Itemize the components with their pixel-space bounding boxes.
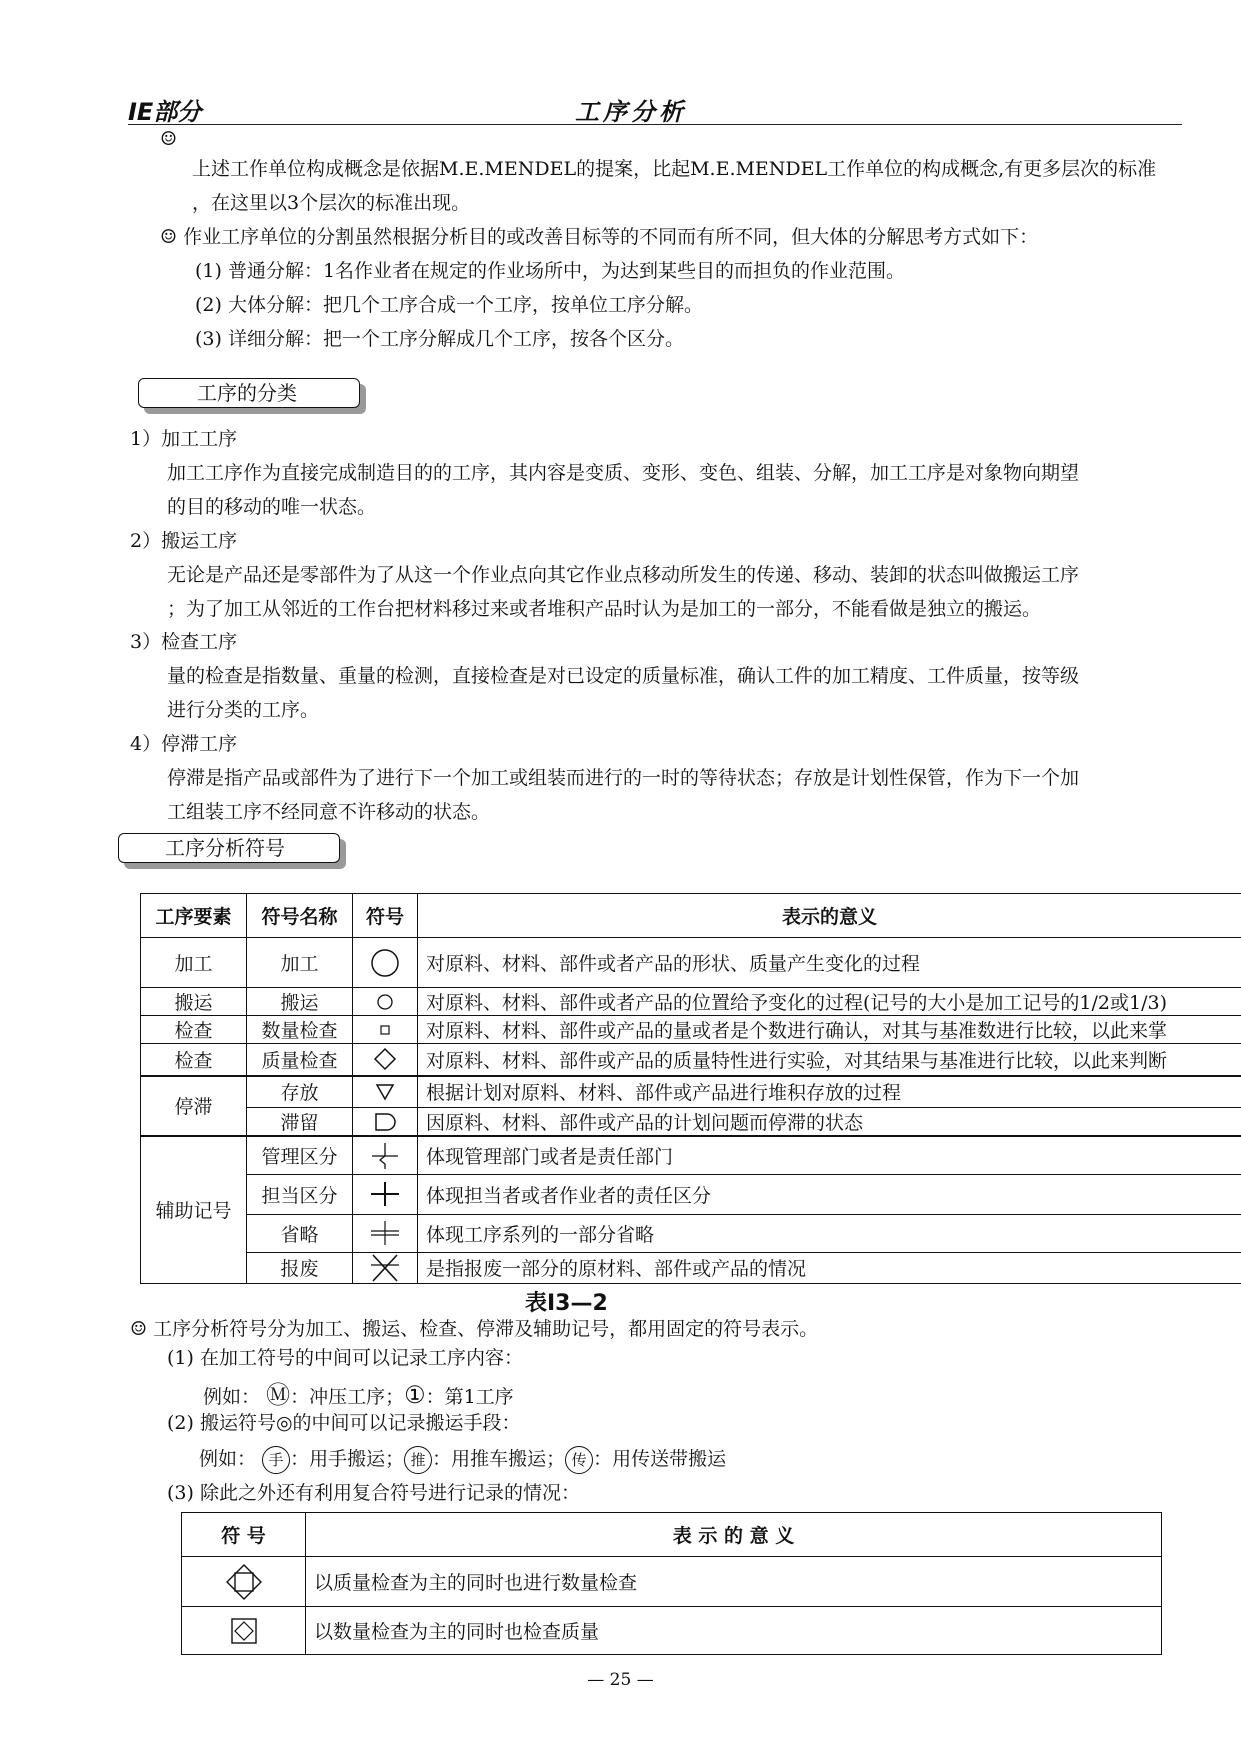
square-with-diamond-icon: [227, 1614, 261, 1648]
table-row: [141, 1136, 1241, 1174]
hand-circled-icon: 手: [262, 1446, 290, 1474]
cart-circled-icon: 推: [404, 1446, 432, 1474]
table-row: [141, 1214, 1241, 1252]
cell-meaning: 是指报废一部分的原材料、部件或产品的情况: [418, 1252, 1241, 1283]
cell-symbol: [182, 1557, 306, 1607]
section1-item-1-line2: 的目的移动的唯一状态。: [167, 496, 377, 518]
section1-item-4-line1: 停滞是指产品或部件为了进行下一个加工或组装而进行的一时的等待状态；存放是计划性保管，作为下一个加: [167, 767, 1080, 789]
table-row: [141, 1108, 1241, 1137]
cell-symbol: [353, 1252, 418, 1283]
header-divider: [128, 124, 1182, 125]
table-header-row: [141, 894, 1241, 938]
example-prefix: 例如：: [203, 1386, 261, 1408]
table-row: [182, 1607, 1162, 1655]
cross-icon: [368, 1179, 402, 1209]
notes-line1: ☺ 工序分析符号分为加工、搬运、检查、停滞及辅助记号，都用固定的符号表示。: [130, 1318, 819, 1340]
square-icon: [375, 1020, 395, 1040]
table-row: [141, 1252, 1241, 1283]
small-circle-icon: [373, 990, 397, 1014]
example-1: [203, 1382, 514, 1410]
example-text: ：用传送带搬运: [593, 1448, 727, 1470]
table-row: [141, 1044, 1241, 1076]
table-header: 符号: [353, 894, 418, 938]
section1-item-3-heading: 3）检查工序: [130, 631, 238, 653]
m-circled-icon: Ⓜ: [266, 1381, 291, 1409]
cell-meaning: 对原料、材料、部件或产品的量或者是个数进行确认，对其与基准数进行比较，以此来掌: [418, 1016, 1241, 1044]
table-header: 表示的意义: [418, 894, 1241, 938]
section-title-box-2: [118, 833, 340, 863]
header-section-label: IE部分: [128, 98, 202, 126]
cell-name: 数量检查: [247, 1016, 353, 1044]
table-header-row: [182, 1513, 1162, 1557]
cell-element: 检查: [141, 1044, 247, 1076]
table-row: [141, 1174, 1241, 1214]
intro-para1-line2: ，在这里以3个层次的标准出现。: [192, 192, 471, 214]
compound-symbol-table: [181, 1512, 1162, 1655]
cell-element: 停滞: [141, 1076, 247, 1137]
cell-symbol: [353, 1174, 418, 1214]
notes-line3: (2) 搬运符号◎的中间可以记录搬运手段：: [167, 1412, 521, 1434]
intro-item-1: (1) 普通分解：1名作业者在规定的作业场所中，为达到某些目的而担负的作业范围。: [195, 260, 906, 282]
notes-line4: (3) 除此之外还有利用复合符号进行记录的情况：: [167, 1482, 580, 1504]
section1-item-3-line1: 量的检查是指数量、重量的检测，直接检查是对已设定的质量标准，确认工件的加工精度、工件质量，按等级: [167, 665, 1080, 687]
table-caption: 表I3—2: [525, 1291, 608, 1316]
example-2: [199, 1446, 726, 1474]
section1-item-4-heading: 4）停滞工序: [130, 733, 238, 755]
section1-item-1-heading: 1）加工工序: [130, 428, 238, 450]
double-cross-icon: [368, 1218, 402, 1248]
cell-meaning: 体现工序系列的一部分省略: [418, 1214, 1241, 1252]
cell-name: 报废: [247, 1252, 353, 1283]
table-row: [141, 988, 1241, 1016]
cell-name: 加工: [247, 938, 353, 988]
cell-name: 滞留: [247, 1108, 353, 1137]
section-title: 工序分析符号: [165, 836, 285, 860]
cell-element: 检查: [141, 1016, 247, 1044]
cell-meaning: 以数量检查为主的同时也检查质量: [306, 1607, 1162, 1655]
table-row: [141, 1016, 1241, 1044]
cell-symbol: [353, 1214, 418, 1252]
table-row: [141, 1076, 1241, 1108]
cell-symbol: [353, 1076, 418, 1108]
cell-element: 加工: [141, 938, 247, 988]
section1-item-2-line2: ；为了加工从邻近的工作台把材料移过来或者堆积产品时认为是加工的一部分，不能看做是独立的搬运。: [167, 598, 1042, 620]
table-row: [141, 938, 1241, 988]
cell-symbol: [182, 1607, 306, 1655]
cell-meaning: 以质量检查为主的同时也进行数量检查: [306, 1557, 1162, 1607]
smiley-bullet: ☺: [160, 128, 178, 150]
section1-item-4-line2: 工组装工序不经同意不许移动的状态。: [167, 801, 491, 823]
example-text: ：用手搬运；: [290, 1448, 405, 1470]
cell-name: 担当区分: [247, 1174, 353, 1214]
table-header: 符号名称: [247, 894, 353, 938]
table-header: 表 示 的 意 义: [306, 1513, 1162, 1557]
section-title: 工序的分类: [197, 381, 297, 405]
section1-item-1-line1: 加工工序作为直接完成制造目的的工序，其内容是变质、变形、变色、组装、分解，加工工序是对象物向期望: [167, 462, 1080, 484]
cell-meaning: 对原料、材料、部件或者产品的位置给予变化的过程(记号的大小是加工记号的1/2或1/3): [418, 988, 1241, 1016]
cell-symbol: [353, 1136, 418, 1174]
cell-name: 质量检查: [247, 1044, 353, 1076]
example-text: ：用推车搬运；: [432, 1448, 566, 1470]
notes-line2: (1) 在加工符号的中间可以记录工序内容：: [167, 1347, 523, 1369]
cell-symbol: [353, 1108, 418, 1137]
example-prefix: 例如：: [199, 1448, 257, 1470]
header-title: 工序分析: [575, 98, 687, 126]
triangle-down-icon: [373, 1080, 397, 1104]
large-circle-icon: [368, 946, 402, 980]
cell-element: 搬运: [141, 988, 247, 1016]
cell-meaning: 对原料、材料、部件或产品的质量特性进行实验，对其结果与基准进行比较，以此来判断: [418, 1044, 1241, 1076]
cell-symbol: [353, 1016, 418, 1044]
cell-element: 辅助记号: [141, 1136, 247, 1283]
cell-meaning: 因原料、材料、部件或产品的计划问题而停滞的状态: [418, 1108, 1241, 1137]
example-text: ：冲压工序；: [290, 1386, 405, 1408]
cell-symbol: [353, 938, 418, 988]
intro-para2: ☺ 作业工序单位的分割虽然根据分析目的或改善目标等的不同而有所不同，但大体的分解思考方式如下：: [160, 226, 1039, 248]
diamond-icon: [372, 1046, 398, 1072]
cell-meaning: 体现担当者或者作业者的责任区分: [418, 1174, 1241, 1214]
section1-item-2-heading: 2）搬运工序: [130, 530, 238, 552]
cell-name: 省略: [247, 1214, 353, 1252]
table-header: 符 号: [182, 1513, 306, 1557]
cell-symbol: [353, 1044, 418, 1076]
section1-item-2-line1: 无论是产品还是零部件为了从这一个作业点向其它作业点移动所发生的传递、移动、装卸的状态叫做搬运工序: [167, 564, 1080, 586]
section1-item-3-line2: 进行分类的工序。: [167, 699, 320, 721]
symbol-table: [140, 893, 1241, 1284]
example-text: ：第1工序: [425, 1386, 514, 1408]
page-number: — 25 —: [587, 1670, 654, 1690]
one-circled-icon: ①: [404, 1381, 426, 1409]
intro-item-3: (3) 详细分解：把一个工序分解成几个工序，按各个区分。: [195, 328, 684, 350]
cell-name: 存放: [247, 1076, 353, 1108]
intro-item-2: (2) 大体分解：把几个工序合成一个工序，按单位工序分解。: [195, 294, 703, 316]
cell-meaning: 根据计划对原料、材料、部件或产品进行堆积存放的过程: [418, 1076, 1241, 1108]
cell-name: 搬运: [247, 988, 353, 1016]
cell-meaning: 对原料、材料、部件或者产品的形状、质量产生变化的过程: [418, 938, 1241, 988]
section-title-box-1: [138, 378, 360, 408]
conveyor-circled-icon: 传: [565, 1446, 593, 1474]
intro-para1-line1: 上述工作单位构成概念是依据M.E.MENDEL的提案，比起M.E.MENDEL工作单位的构成概念,有更多层次的标准: [192, 158, 1157, 180]
d-shape-icon: [371, 1110, 399, 1134]
management-division-icon: [368, 1140, 402, 1170]
table-header: 工序要素: [141, 894, 247, 938]
cell-symbol: [353, 988, 418, 1016]
scrap-x-icon: [367, 1253, 403, 1283]
cell-meaning: 体现管理部门或者是责任部门: [418, 1136, 1241, 1174]
cell-name: 管理区分: [247, 1136, 353, 1174]
diamond-in-square-icon: [224, 1562, 264, 1602]
table-row: [182, 1557, 1162, 1607]
